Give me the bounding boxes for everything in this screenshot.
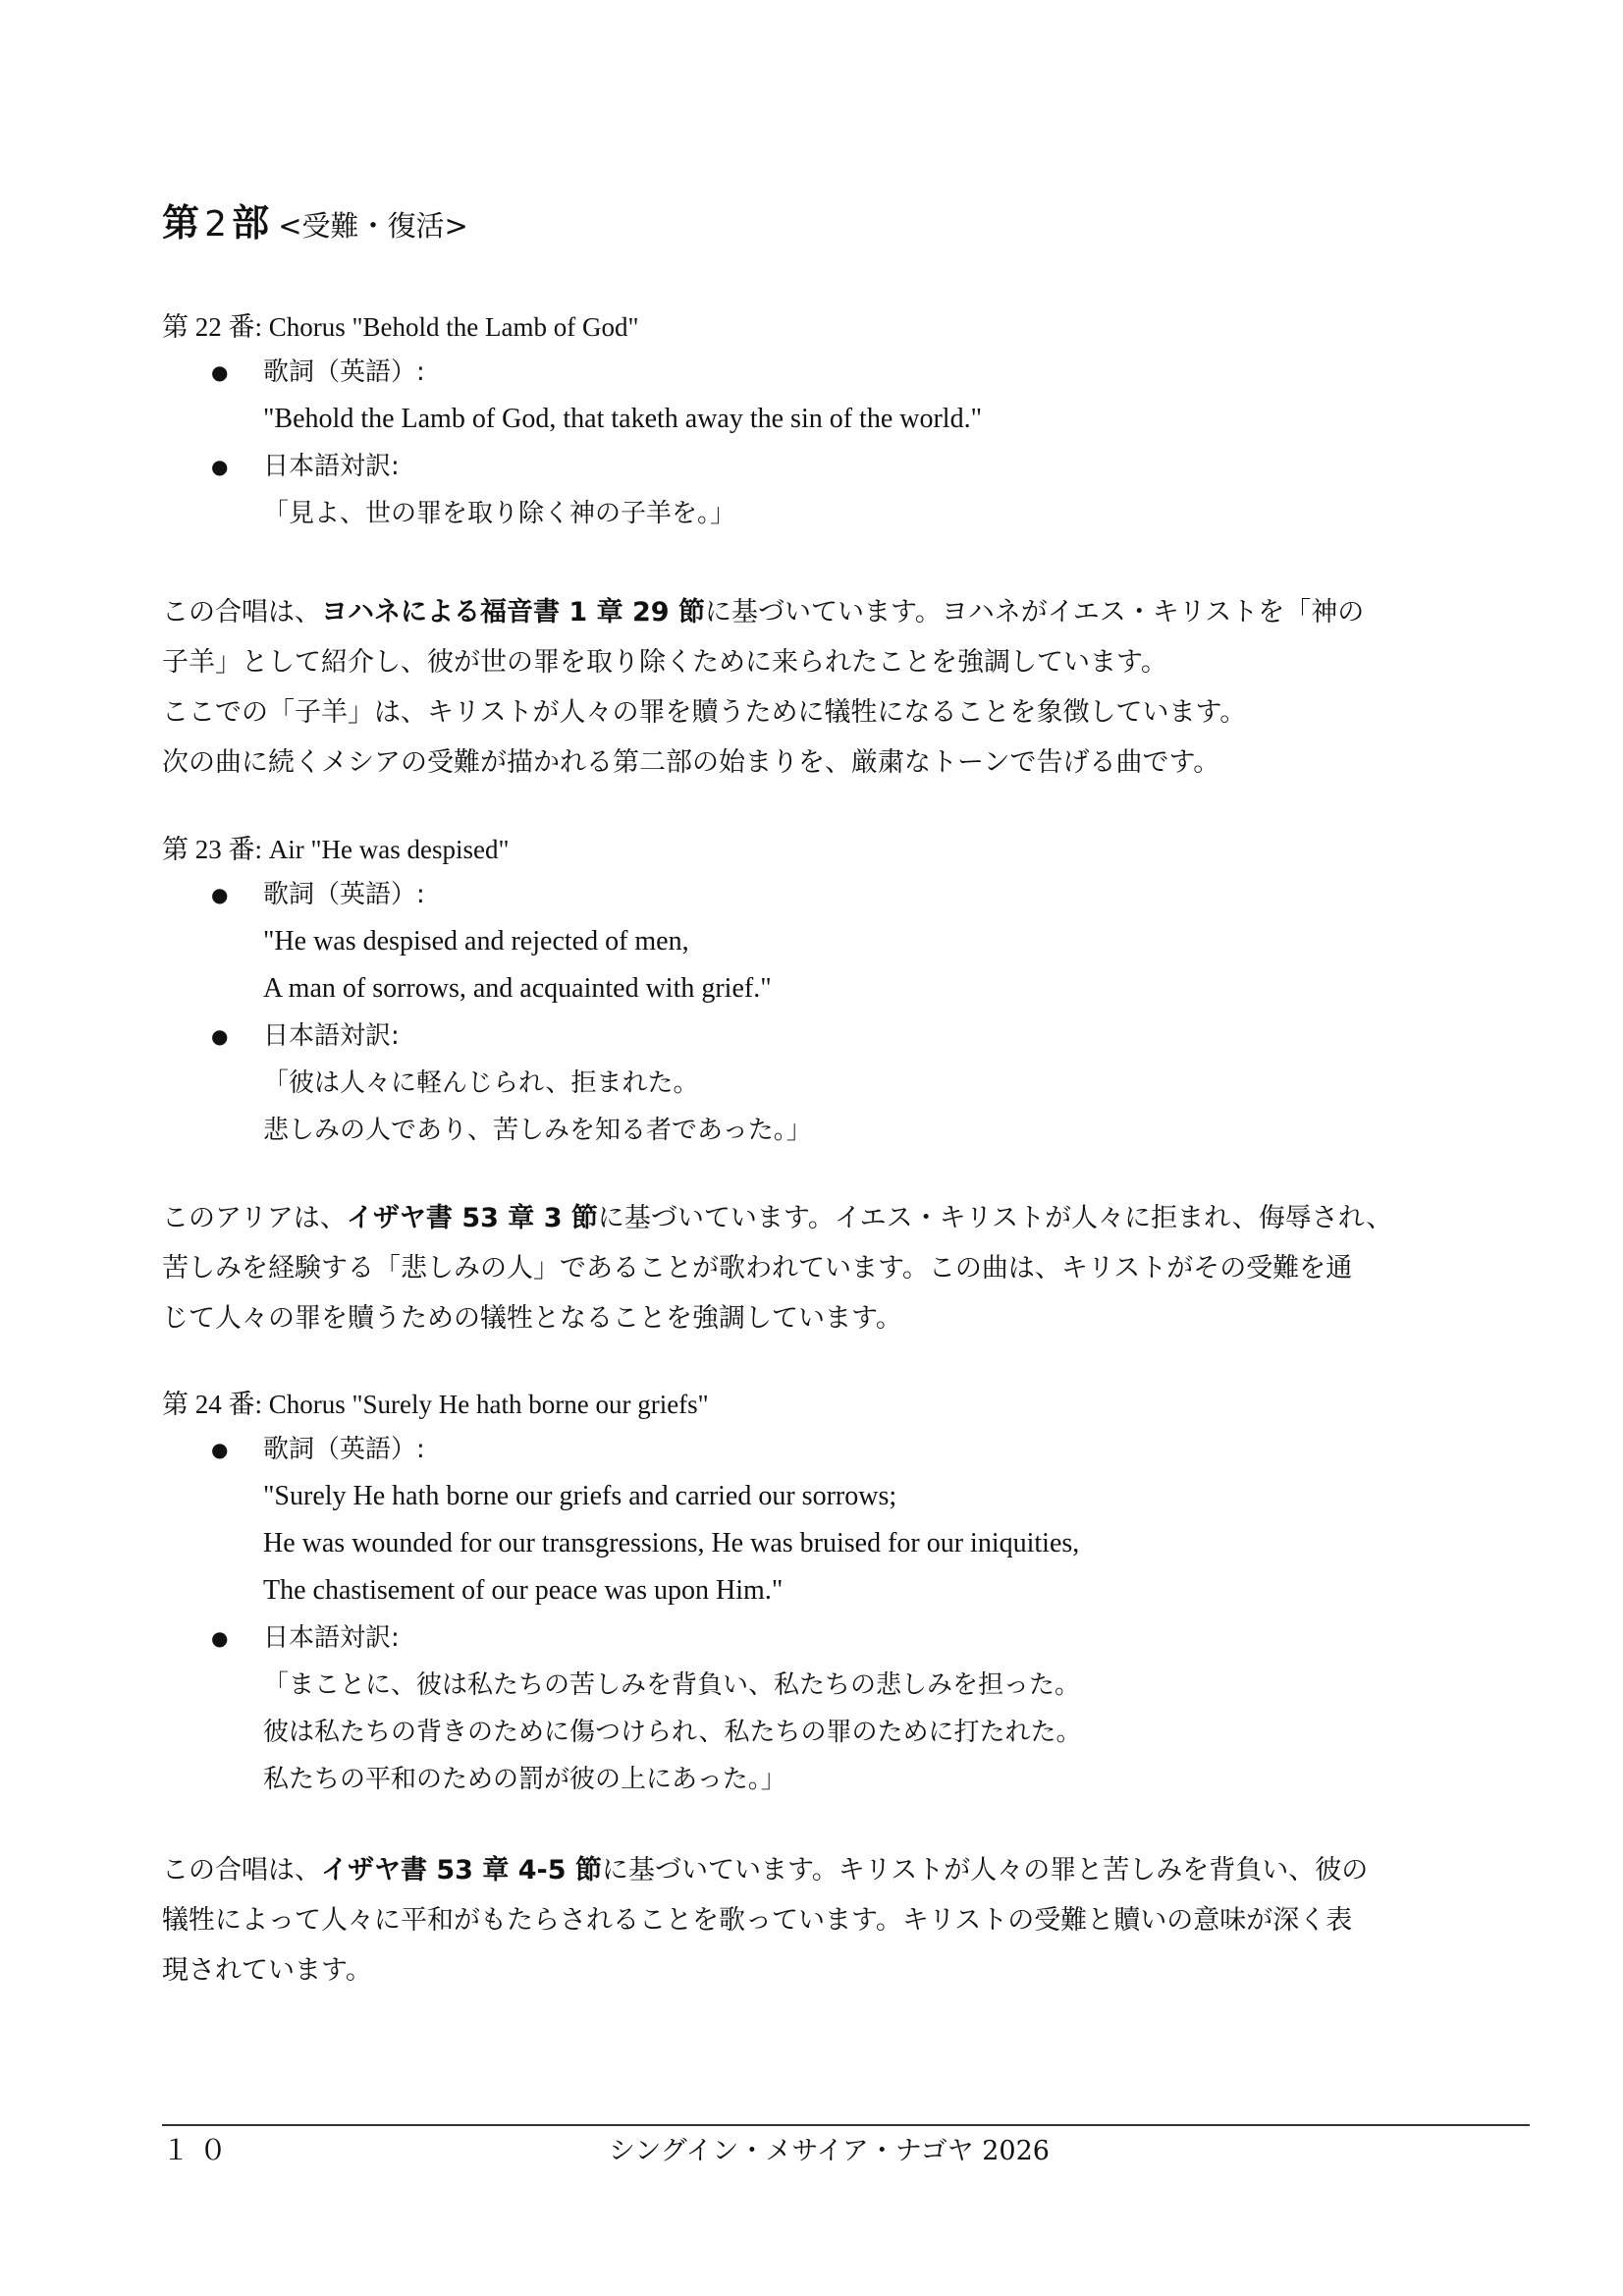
part-title-number: 2 (204, 204, 228, 245)
bullet-icon: ● (211, 360, 229, 384)
lyrics-label: 歌詞（英語）: (263, 880, 425, 909)
bullet-icon: ● (211, 1626, 229, 1650)
part-title (162, 192, 468, 246)
translation-line: 悲しみの人であり、苦しみを知る者であった。」 (263, 1116, 812, 1145)
movement-23-commentary (162, 1193, 1537, 1343)
translation-item (162, 1012, 1527, 1154)
part-subtitle: <受難・復活> (278, 209, 468, 243)
commentary-line: この合唱は、イザヤ書 53 章 4-5 節に基づいています。キリストが人々の罪と苦しみを背負い、彼の (162, 1855, 1369, 1886)
movement-heading: 第 22 番: Chorus "Behold the Lamb of God" (162, 312, 639, 342)
lyrics-line: A man of sorrows, and acquainted with grief." (263, 973, 772, 1004)
scripture-reference: イザヤ書 53 章 3 節 (346, 1203, 598, 1233)
translation-item (162, 443, 1527, 537)
part-title-word: 部 (232, 201, 270, 245)
translation-line: 「まことに、彼は私たちの苦しみを背負い、私たちの悲しみを担った。 (263, 1670, 1081, 1700)
commentary-line: じて人々の罪を贖うための犠牲となることを強調しています。 (162, 1303, 902, 1334)
translation-line: 「彼は人々に軽んじられ、拒まれた。 (263, 1068, 699, 1098)
scripture-reference: イザヤ書 53 章 4-5 節 (321, 1855, 602, 1886)
commentary-line: ここでの「子羊」は、キリストが人々の罪を贖うために犠牲になることを象徴しています。 (162, 697, 1247, 728)
movement-details (162, 349, 1527, 537)
movement-22-commentary (162, 587, 1537, 788)
commentary-line: 犠牲によって人々に平和がもたらされることを歌っています。キリストの受難と贖いの意味が深く表 (162, 1905, 1353, 1936)
translation-label: 日本語対訳: (263, 452, 400, 481)
movement-24 (162, 1383, 1527, 1803)
commentary-line: 現されています。 (162, 1955, 372, 1986)
scripture-reference: ヨハネによる福音書 1 章 29 節 (321, 597, 705, 628)
lyrics-line: The chastisement of our peace was upon Him." (263, 1575, 784, 1606)
translation-line: 彼は私たちの背きのために傷つけられ、私たちの罪のために打たれた。 (263, 1718, 1082, 1747)
movement-23 (162, 828, 1527, 1154)
movement-details (162, 1426, 1527, 1803)
movement-heading: 第 24 番: Chorus "Surely He hath borne our griefs" (162, 1390, 709, 1419)
lyrics-item (162, 871, 1527, 1012)
commentary-line: 苦しみを経験する「悲しみの人」であることが歌われています。この曲は、キリストがその受難を通 (162, 1253, 1353, 1284)
lyrics-item (162, 349, 1527, 443)
lyrics-label: 歌詞（英語）: (263, 357, 425, 387)
movement-22 (162, 305, 1527, 537)
footer-title: シングイン・メサイア・ナゴヤ 2026 (609, 2136, 1050, 2166)
lyrics-line: "Surely He hath borne our griefs and carried our sorrows; (263, 1481, 897, 1511)
movement-24-commentary (162, 1845, 1537, 1995)
bullet-icon: ● (211, 1438, 229, 1461)
commentary-line: この合唱は、ヨハネによる福音書 1 章 29 節に基づいています。ヨハネがイエス・キリストを「神の (162, 597, 1365, 628)
translation-label: 日本語対訳: (263, 1623, 400, 1653)
commentary-line: 次の曲に続くメシアの受難が描かれる第二部の始まりを、厳粛なトーンで告げる曲です。 (162, 747, 1220, 778)
translation-line: 「見よ、世の罪を取り除く神の子羊を。」 (263, 499, 736, 528)
translation-label: 日本語対訳: (263, 1021, 400, 1051)
lyrics-line: He was wounded for our transgressions, He was bruised for our iniquities, (263, 1528, 1080, 1558)
commentary-line: このアリアは、イザヤ書 53 章 3 節に基づいています。イエス・キリストが人々に拒まれ、侮辱され、 (162, 1203, 1393, 1233)
bullet-icon: ● (211, 455, 229, 478)
lyrics-item (162, 1426, 1527, 1614)
movement-heading: 第 23 番: Air "He was despised" (162, 835, 510, 864)
footer-divider (162, 2124, 1530, 2126)
part-title-prefix: 第 (162, 201, 200, 245)
movement-details (162, 871, 1527, 1154)
bullet-icon: ● (211, 883, 229, 906)
lyrics-label: 歌詞（英語）: (263, 1435, 425, 1464)
translation-line: 私たちの平和のための罰が彼の上にあった。」 (263, 1765, 786, 1794)
translation-item (162, 1614, 1527, 1803)
page-number: １０ (162, 2134, 238, 2166)
commentary-line: 子羊」として紹介し、彼が世の罪を取り除くために来られたことを強調しています。 (162, 647, 1167, 678)
lyrics-line: "Behold the Lamb of God, that taketh away the sin of the world." (263, 404, 983, 434)
lyrics-line: "He was despised and rejected of men, (263, 926, 689, 957)
bullet-icon: ● (211, 1024, 229, 1048)
